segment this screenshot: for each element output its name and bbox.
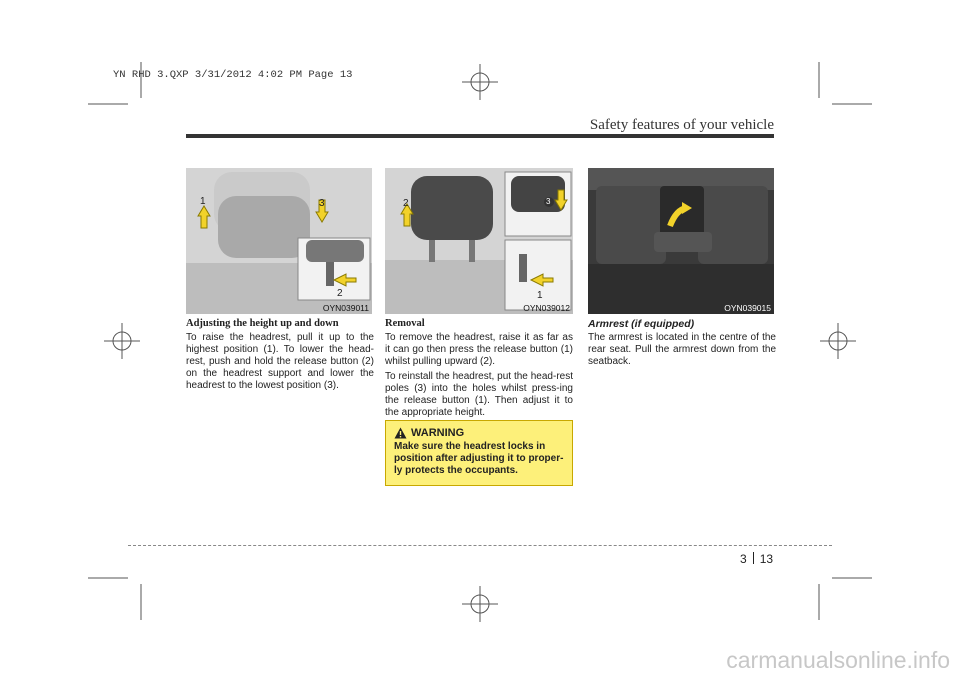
column-adjust <box>186 318 374 395</box>
warning-box <box>385 420 573 486</box>
callout-2: 2 <box>403 198 409 209</box>
figure-code: OYN039012 <box>523 303 570 313</box>
text-adjust: To raise the headrest, pull it up to the highest position (1). To lower the head-rest, push and hold the release button (2) on the headrest support and lower the headrest to the lowest position (3). <box>186 332 374 391</box>
column-armrest <box>588 318 776 371</box>
column-removal <box>385 318 573 422</box>
heading-removal: Removal <box>385 318 425 329</box>
print-header: YN RHD 3.QXP 3/31/2012 4:02 PM Page 13 <box>113 69 353 81</box>
figure-headrest-adjust <box>186 168 372 314</box>
callout-2: 2 <box>337 288 343 299</box>
headrest-removal-illustration <box>385 168 573 314</box>
footer-rule <box>128 545 832 546</box>
page-number-value: 13 <box>759 552 774 566</box>
figure-code: OYN039011 <box>322 303 369 313</box>
page-separator <box>753 552 754 564</box>
figure-armrest <box>588 168 774 314</box>
callout-1: 1 <box>200 196 206 207</box>
text-armrest: The armrest is located in the centre of the rear seat. Pull the armrest down from the seatback. <box>588 332 776 367</box>
armrest-illustration <box>588 168 774 314</box>
warning-title-row <box>394 427 564 439</box>
warning-text: Make sure the headrest locks in position after adjusting it to proper-ly protects the occupants. <box>394 441 564 476</box>
callout-1: 1 <box>537 290 543 301</box>
chapter-number: 3 <box>740 552 747 566</box>
text-removal-1: To remove the headrest, raise it as far as it can go then press the release button (1) whilst pulling upward (2). <box>385 332 573 367</box>
warning-title: WARNING <box>411 427 465 439</box>
heading-armrest: Armrest (if equipped) <box>588 318 695 330</box>
text-removal-2: To reinstall the headrest, put the head-rest poles (3) into the holes whilst press-ing the release button (1). Then adjust it to the appropriate height. <box>385 371 573 418</box>
page-number <box>740 552 773 566</box>
figure-headrest-removal <box>385 168 573 314</box>
title-rule <box>186 134 774 138</box>
heading-adjust: Adjusting the height up and down <box>186 318 339 329</box>
callout-3: 3 <box>546 197 551 206</box>
warning-triangle-icon <box>394 427 407 439</box>
figure-code: OYN039015 <box>724 303 771 313</box>
watermark: carmanualsonline.info <box>726 647 950 673</box>
section-title: Safety features of your vehicle <box>589 117 774 133</box>
callout-3: 3 <box>319 198 325 209</box>
headrest-adjust-illustration <box>186 168 372 314</box>
